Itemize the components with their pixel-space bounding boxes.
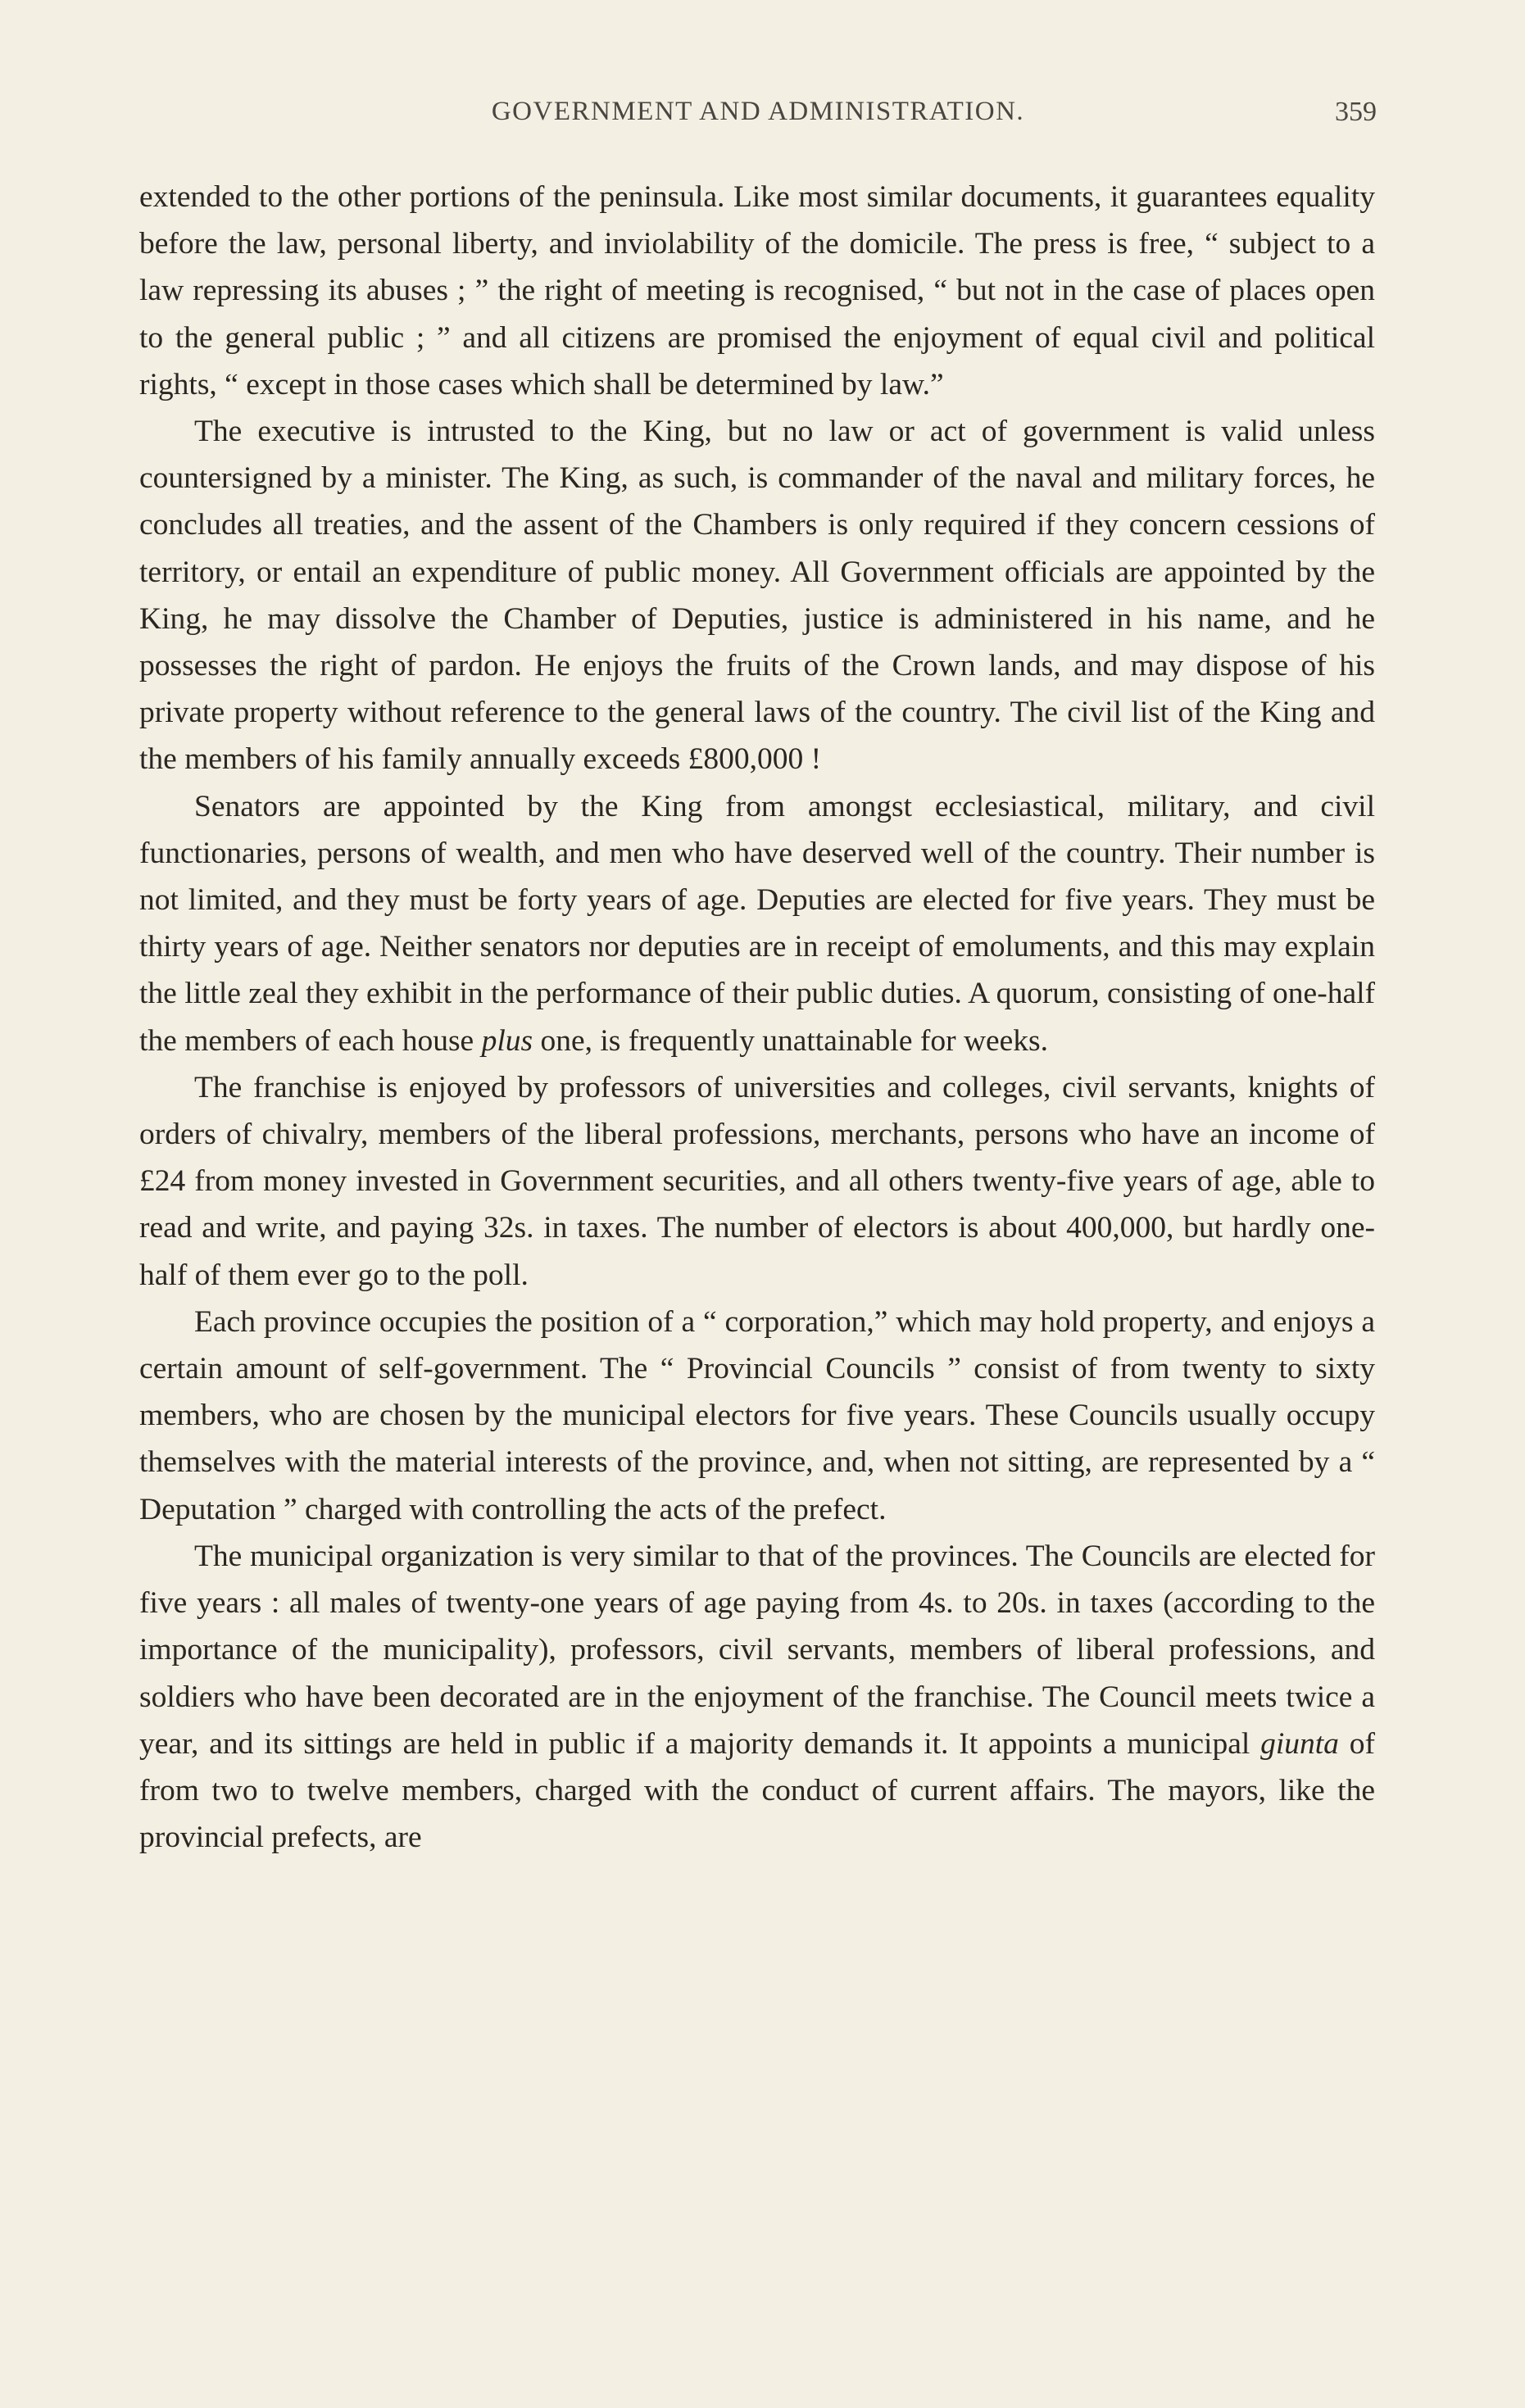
paragraph-franchise: The franchise is enjoyed by professors of universities and colleges, civil servants, knights of orders of chivalry, members of the liberal professions, merchants, persons who have an income of £24 from money invested in Government securities, and all others twenty-five years of age, able to read and write, and paying 32s. in taxes. The number of electors is about 400,000, but hardly one-half of them ever go to the poll. bbox=[139, 1070, 1375, 1292]
paragraph-continuation: extended to the other portions of the peninsula. Like most similar documents, it guarantees equality before the law, personal liberty, and inviolability of the domicile. The press is free, “ subject to a law repressing its abuses ; ” the right of meeting is recognised, “ but not in the case of places open to the general public ; ” and all citizens are promised the enjoyment of equal civil and political rights, “ except in those cases which shall be determined by law.” bbox=[139, 180, 1375, 401]
running-title: GOVERNMENT AND ADMINISTRATION. bbox=[491, 97, 1025, 126]
running-head bbox=[139, 97, 1377, 146]
paragraph-senators-text-end: one, is frequently unattainable for weeks. bbox=[533, 1023, 1049, 1058]
paragraph-senators bbox=[139, 783, 1375, 1064]
paragraph-senators-text: Senators are appointed by the King from amongst ecclesiastical, military, and civil functionaries, persons of wealth, and men who have deserved well of the country. Their number is not limited, and they must be forty years of age. Deputies are elected for five years. They must be thirty years of age. Neither senators nor deputies are in receipt of emoluments, and this may explain the little zeal they exhibit in the performance of their public duties. A quorum, consisting of one-half the members of each house bbox=[139, 789, 1375, 1058]
italic-term-plus: plus bbox=[481, 1023, 533, 1058]
italic-term-giunta: giunta bbox=[1260, 1726, 1339, 1761]
text-body bbox=[139, 174, 1375, 1861]
page-number: 359 bbox=[1335, 97, 1377, 127]
paragraph-municipal-text: The municipal organization is very similar to that of the provinces. The Councils are elected for five years : all males of twenty-one years of age paying from 4s. to 20s. in taxes (according to the importance of the municipality), professors, civil servants, members of liberal professions, and soldiers who have been decorated are in the enjoyment of the franchise. The Council meets twice a year, and its sittings are held in public if a majority demands it. It appoints a municipal bbox=[139, 1539, 1375, 1761]
paragraph-municipal-text-end: of from two to twelve members, charged with the conduct of current affairs. The mayors, like the provincial prefects, are bbox=[139, 1726, 1375, 1855]
paragraph-province: Each province occupies the position of a “ corporation,” which may hold property, and enjoys a certain amount of self-government. The “ Provincial Councils ” consist of from twenty to sixty members, who are chosen by the municipal electors for five years. These Councils usually occupy themselves with the material interests of the province, and, when not sitting, are represented by a “ Deputation ” charged with controlling the acts of the prefect. bbox=[139, 1304, 1375, 1526]
paragraph-executive: The executive is intrusted to the King, but no law or act of government is valid unless countersigned by a minister. The King, as such, is commander of the naval and military forces, he concludes all treaties, and the assent of the Chambers is only required if they concern cessions of territory, or entail an expenditure of public money. All Government officials are appointed by the King, he may dissolve the Chamber of Deputies, justice is administered in his name, and he possesses the right of pardon. He enjoys the fruits of the Crown lands, and may dispose of his private property without reference to the general laws of the country. The civil list of the King and the members of his family annually exceeds £800,000 ! bbox=[139, 415, 1375, 777]
paragraph-municipal bbox=[139, 1533, 1375, 1861]
